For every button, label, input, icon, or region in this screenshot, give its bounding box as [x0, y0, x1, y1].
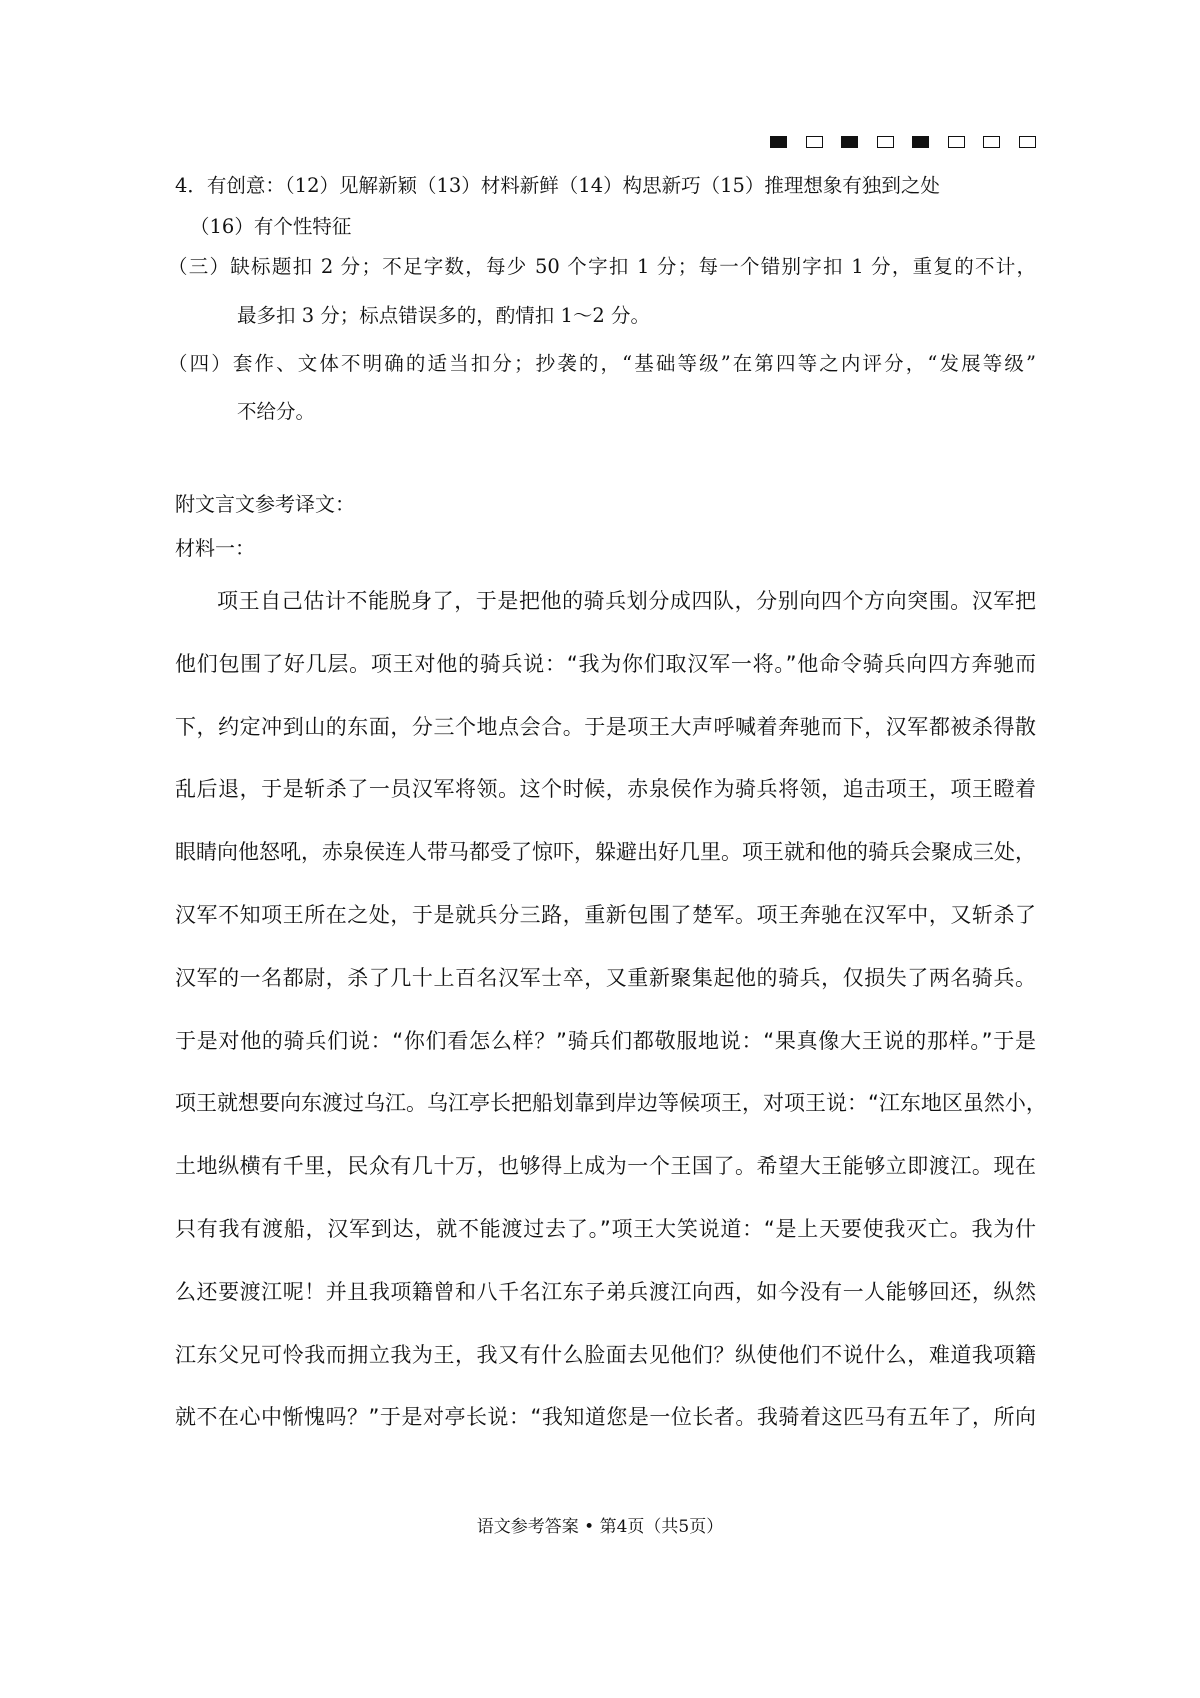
- scoring-rule-4-cont: 不给分。: [237, 400, 316, 423]
- translation-line: 下，约定冲到山的东面，分三个地点会合。于是项王大声呼喊着奔驰而下，汉军都被杀得散: [175, 714, 1036, 739]
- translation-line: 于是对他的骑兵们说：“你们看怎么样？”骑兵们都敬服地说：“果真像大王说的那样。”于是: [175, 1028, 1036, 1053]
- translation-line: 江东父兄可怜我而拥立我为王，我又有什么脸面去见他们？纵使他们不说什么，难道我项籍: [175, 1342, 1036, 1367]
- empty-square-mark: [948, 136, 965, 148]
- translation-line: 项王自己估计不能脱身了，于是把他的骑兵划分成四队，分别向四个方向突围。汉军把: [217, 589, 1036, 613]
- scoring-item-4-cont: （16）有个性特征: [190, 215, 352, 238]
- translation-line: 眼睛向他怒吼，赤泉侯连人带马都受了惊吓，躲避出好几里。项王就和他的骑兵会聚成三处，: [175, 840, 1036, 865]
- scoring-rule-4: （四）套作、文体不明确的适当扣分；抄袭的，“基础等级”在第四等之内评分，“发展等级”: [168, 352, 1036, 375]
- translation-line: 就不在心中惭愧吗？”于是对亭长说：“我知道您是一位长者。我骑着这匹马有五年了，所向: [175, 1405, 1036, 1430]
- empty-square-mark: [877, 136, 894, 148]
- filled-square-mark: [841, 136, 858, 148]
- header-marks: [770, 136, 1036, 148]
- translation-line: 土地纵横有千里，民众有几十万，也够得上成为一个王国了。希望大王能够立即渡江。现在: [175, 1154, 1036, 1179]
- appendix-heading: 附文言文参考译文：: [175, 492, 355, 516]
- translation-line: 汉军的一名都尉，杀了几十上百名汉军士卒，又重新聚集起他的骑兵，仅损失了两名骑兵。: [175, 965, 1036, 990]
- empty-square-mark: [983, 136, 1000, 148]
- filled-square-mark: [770, 136, 787, 148]
- scoring-item-4: 4．有创意：（12）见解新颖（13）材料新鲜（14）构思新巧（15）推理想象有独到之处: [175, 174, 940, 197]
- material-label: 材料一：: [175, 536, 255, 560]
- translation-line: 汉军不知项王所在之处，于是就兵分三路，重新包围了楚军。项王奔驰在汉军中，又斩杀了: [175, 903, 1036, 927]
- scoring-rule-3-cont: 最多扣 3 分；标点错误多的，酌情扣 1～2 分。: [237, 304, 651, 327]
- translation-line: 乱后退，于是斩杀了一员汉军将领。这个时候，赤泉侯作为骑兵将领，追击项王，项王瞪着: [175, 777, 1036, 802]
- scoring-rule-3: （三）缺标题扣 2 分；不足字数，每少 50 个字扣 1 分；每一个错别字扣 1 分，重复的不计，: [168, 255, 1036, 278]
- translation-line: 只有我有渡船，汉军到达，就不能渡过去了。”项王大笑说道：“是上天要使我灭亡。我为什: [175, 1217, 1036, 1241]
- translation-line: 他们包围了好几层。项王对他的骑兵说：“我为你们取汉军一将。”他命令骑兵向四方奔驰而: [175, 651, 1036, 676]
- empty-square-mark: [1019, 136, 1036, 148]
- filled-square-mark: [912, 136, 929, 148]
- page-footer: 语文参考答案 • 第4页（共5页）: [476, 1517, 724, 1537]
- empty-square-mark: [806, 136, 823, 148]
- translation-line: 项王就想要向东渡过乌江。乌江亭长把船划靠到岸边等候项王，对项王说：“江东地区虽然小，: [175, 1091, 1047, 1116]
- translation-line: 么还要渡江呢！并且我项籍曾和八千名江东子弟兵渡江向西，如今没有一人能够回还，纵然: [175, 1279, 1036, 1304]
